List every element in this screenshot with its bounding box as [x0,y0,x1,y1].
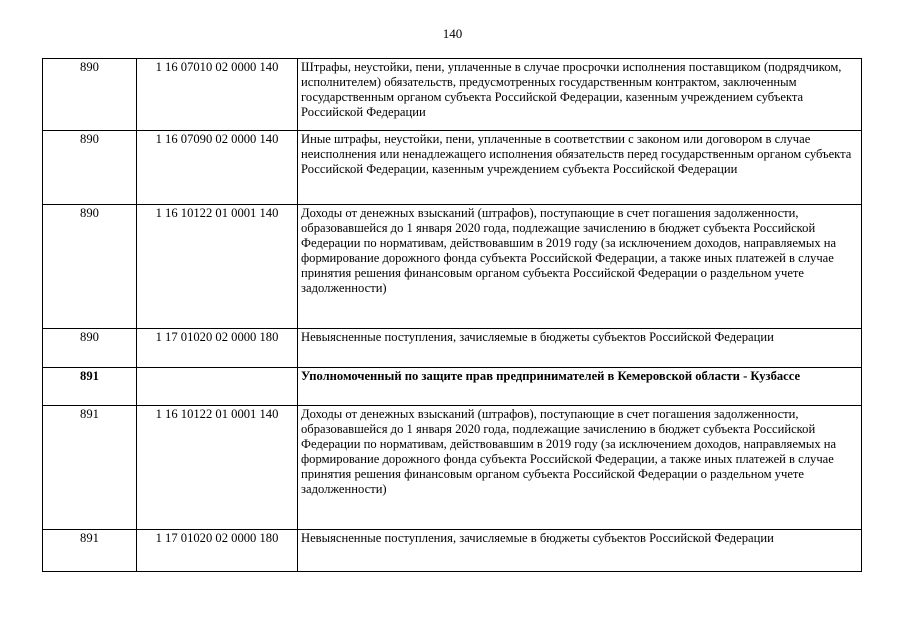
admin-code-cell: 891 [43,406,137,530]
admin-code-cell: 891 [43,530,137,572]
admin-code-cell: 890 [43,205,137,329]
admin-code-cell: 890 [43,59,137,131]
revenue-name-cell: Невыясненные поступления, зачисляемые в бюджеты субъектов Российской Федерации [298,329,862,368]
revenue-name-cell: Доходы от денежных взысканий (штрафов), поступающие в счет погашения задолженности, образовавшейся до 1 января 2020 года, подлежащие зачислению в бюджет субъекта Российской Федерации по нормативам, действовавшим в 2019 году (за исключением доходов, направляемых на формирование дорожного фонда субъекта Российской Федерации, а также иных платежей в случае принятия решения финансовым органом субъекта Российской Федерации о раздельном учете задолженности) [298,205,862,329]
revenue-code-cell: 1 16 10122 01 0001 140 [137,205,298,329]
admin-code-cell: 890 [43,131,137,205]
table-row [43,131,862,205]
revenue-code-cell: 1 16 10122 01 0001 140 [137,406,298,530]
admin-code-cell: 890 [43,329,137,368]
revenue-codes-table [42,58,862,572]
page-number: 140 [442,26,463,41]
table-row-section-header [43,368,862,406]
table-row [43,406,862,530]
revenue-name-cell: Иные штрафы, неустойки, пени, уплаченные в соответствии с законом или договором в случае неисполнения или ненадлежащего исполнения обязательств перед государственным органом субъекта Российской Федерации, казенным учреждением субъекта Российской Федерации [298,131,862,205]
revenue-code-cell: 1 16 07090 02 0000 140 [137,131,298,205]
revenue-code-cell: 1 17 01020 02 0000 180 [137,530,298,572]
administrator-name-cell: Уполномоченный по защите прав предпринимателей в Кемеровской области - Кузбассе [298,368,862,406]
revenue-code-cell [137,368,298,406]
table-row [43,205,862,329]
table-row [43,530,862,572]
revenue-code-cell: 1 17 01020 02 0000 180 [137,329,298,368]
admin-code-cell: 891 [43,368,137,406]
revenue-name-cell: Штрафы, неустойки, пени, уплаченные в случае просрочки исполнения поставщиком (подрядчиком, исполнителем) обязательств, предусмотренных государственным контрактом, заключенным государственным органом субъекта Российской Федерации, казенным учреждением субъекта Российской Федерации [298,59,862,131]
table-row [43,329,862,368]
table-row [43,59,862,131]
revenue-name-cell: Доходы от денежных взысканий (штрафов), поступающие в счет погашения задолженности, образовавшейся до 1 января 2020 года, подлежащие зачислению в бюджет субъекта Российской Федерации по нормативам, действовавшим в 2019 году (за исключением доходов, направляемых на формирование дорожного фонда субъекта Российской Федерации, а также иных платежей в случае принятия решения финансовым органом субъекта Российской Федерации о раздельном учете задолженности) [298,406,862,530]
revenue-code-cell: 1 16 07010 02 0000 140 [137,59,298,131]
revenue-name-cell: Невыясненные поступления, зачисляемые в бюджеты субъектов Российской Федерации [298,530,862,572]
